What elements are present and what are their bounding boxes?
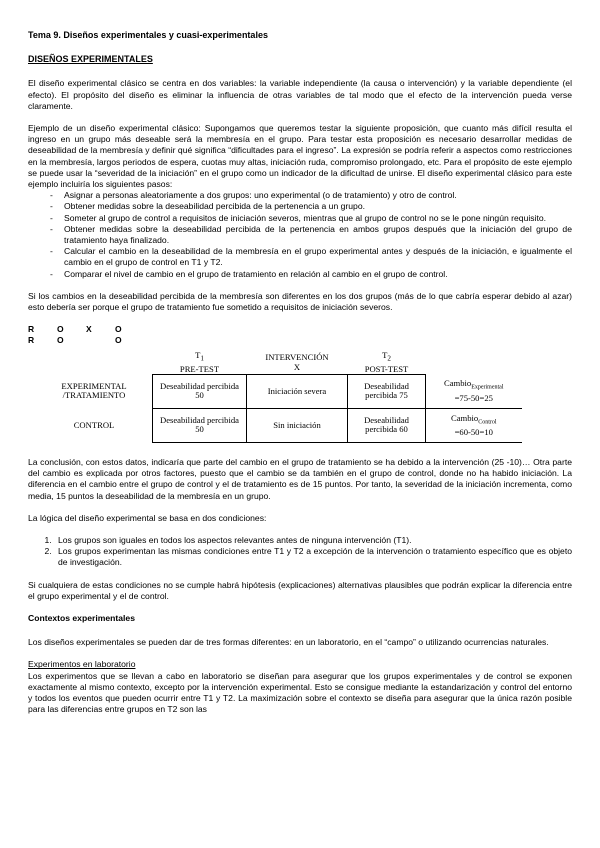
change-experimental: Cambio$_{Experimental}$ =75-50=25 bbox=[426, 374, 522, 408]
header-pretest: $T_1$ PRE-TEST bbox=[153, 351, 247, 374]
subsection-heading-lab: Experimentos en laboratorio bbox=[28, 659, 136, 670]
header-posttest: $T_2$ POST-TEST bbox=[348, 351, 426, 374]
header-intervention: INTERVENCIÓN X bbox=[247, 351, 348, 374]
paragraph-alternatives: Si cualquiera de estas condiciones no se cumple habrá hipótesis (explicaciones) alternativas plausibles que podrán explicar la diferencia entre el grupo experimental y el de control. bbox=[28, 579, 572, 601]
paragraph-example: Ejemplo de un diseño experimental clásico: Supongamos que queremos testar la siguiente proposición, que cuanto más difícil resulta el ingreso en un grupo más deseable será la membresía en el grupo. Para testar esta proposición es necesario desarrollar medidas de deseabilidad de la membresía y definir qué significa “dificultades para el ingreso”. La expresión se podría referir a aspectos como restricciones en la membresía, largos periodos de espera, cuotas muy altas, iniciación ruda, compromiso prolongado, etc. Para el propósito de este ejemplo se puede usar la “severidad de la iniciación” en el grupo como un indicador de la dificultad de unirse. El diseño experimental clásico para este ejemplo incluiría los siguientes pasos: bbox=[28, 123, 572, 190]
section-heading-experimental-designs: DISEÑOS EXPERIMENTALES bbox=[28, 54, 153, 65]
paragraph-conclusion: La conclusión, con estos datos, indicaría que parte del cambio en el grupo de tratamiento se ha debido a la intervención (25 -10)… Otra parte del cambio es explicada por otros factores, puesto que el cambio se da también en el grupo de control, donde no ha habido iniciación. La diferencia en el cambio entre el grupo de control y el de tratamiento es de 15 puntos. Por tanto, la severidad de la iniciación incrementa, como media, 15 puntos la deseabilidad de la membresía en un grupo. bbox=[28, 456, 572, 501]
list-item: 2. Los grupos experimentan las mismas condiciones entre T1 y T2 a excepción de la intervención o tratamiento específico que es objeto de investigación. bbox=[54, 546, 572, 568]
design-row-treatment: R O X O bbox=[28, 324, 122, 335]
list-item: - Asignar a personas aleatoriamente a dos grupos: uno experimental (o de tratamiento) y otro de control. bbox=[28, 190, 572, 201]
design-notation bbox=[28, 324, 572, 345]
section-heading-contexts: Contextos experimentales bbox=[28, 613, 135, 624]
results-table-figure bbox=[28, 351, 572, 443]
paragraph-logic: La lógica del diseño experimental se basa en dos condiciones: bbox=[28, 512, 267, 523]
document-page bbox=[28, 30, 572, 726]
table-row: CONTROL Deseabilidad percibida 50 Sin iniciación Deseabilidad percibida 60 Cambio$_{Control}$ =60-50=10 bbox=[36, 408, 522, 442]
paragraph-lab: Los experimentos que se llevan a cabo en laboratorio se diseñan para asegurar que los grupos experimentales y de control se exponen exactamente al mismo contexto, excepto por la intervención experimental. Esto se consigue mediante la estandarización y control del entorno y todos los eventos que pueden ocurrir entre T1 y T2. La maximización sobre el contexto se diseña para asegurar que la única razón posible para las diferencias entre grupos en T2 son las bbox=[28, 670, 572, 715]
list-item: 1. Los grupos son iguales en todos los aspectos relevantes antes de ninguna intervención (T1). bbox=[54, 535, 572, 546]
list-item: - Obtener medidas sobre la deseabilidad percibida de la pertenencia en ambos grupos después que la iniciación del grupo de tratamiento haya finalizado. bbox=[28, 224, 572, 246]
paragraph-changes: Si los cambios en la deseabilidad percibida de la membresía son diferentes en los dos grupos (más de lo que cabría esperar debido al azar) esto debería ser porque el grupo de tratamiento fue sometido a requisitos de iniciación severos. bbox=[28, 290, 572, 313]
list-item: - Comparar el nivel de cambio en el grupo de tratamiento en relación al cambio en el grupo de control. bbox=[28, 269, 572, 280]
paragraph-intro: El diseño experimental clásico se centra en dos variables: la variable independiente (la causa o intervención) y la variable dependiente (el efecto). El propósito del diseño es eliminar la influencia de otras variables de tal modo que el efecto de la intervención pueda verse claramente. bbox=[28, 78, 572, 111]
list-item: - Someter al grupo de control a requisitos de iniciación severos, mientras que al grupo de control no se le pone ningún requisito. bbox=[28, 213, 572, 224]
list-item: - Obtener medidas sobre la deseabilidad percibida de la pertenencia a un grupo. bbox=[28, 201, 572, 212]
design-row-control: R O O bbox=[28, 334, 122, 345]
paragraph-contexts: Los diseños experimentales se pueden dar de tres formas diferentes: en un laboratorio, en el “campo” o utilizando ocurrencias naturales. bbox=[28, 637, 549, 648]
change-control: Cambio$_{Control}$ =60-50=10 bbox=[426, 408, 522, 442]
conditions-list bbox=[28, 535, 572, 569]
steps-list bbox=[28, 190, 572, 280]
list-item: - Calcular el cambio en la deseabilidad de la membresía en el grupo experimental antes y después de la iniciación, e igualmente el cambio en el grupo de control en T1 y T2. bbox=[28, 246, 572, 268]
results-table bbox=[36, 351, 522, 443]
table-row: EXPERIMENTAL /TRATAMIENTO Deseabilidad percibida 50 Iniciación severa Deseabilidad percibida 75 Cambio$_{Experimental}$ =75-50=25 bbox=[36, 374, 522, 408]
document-title: Tema 9. Diseños experimentales y cuasi-experimentales bbox=[28, 30, 268, 40]
